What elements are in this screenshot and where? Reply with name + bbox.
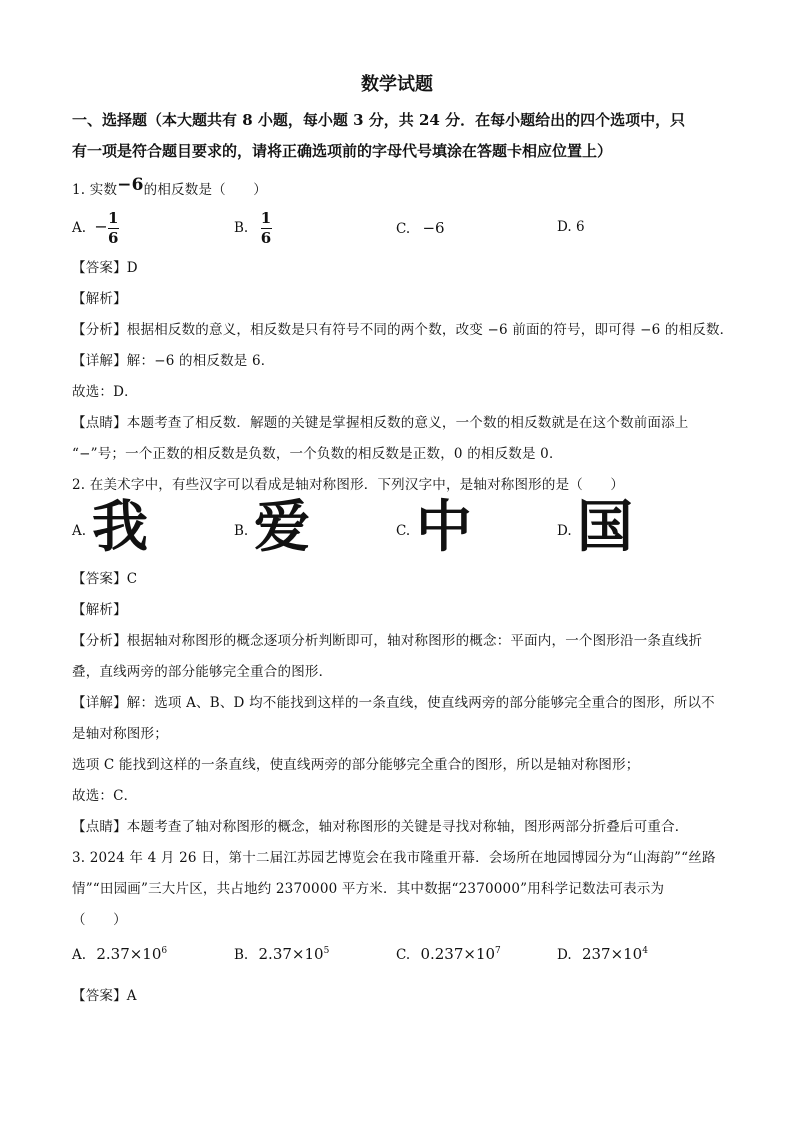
q1-option-d-value: 6: [575, 219, 585, 235]
q3-option-d: [557, 945, 648, 963]
q3-stem-line2: 情”“田园画”三大片区，共占地约 2370000 平方米．其中数据“2370000”用科学记数法可表示为: [72, 881, 665, 897]
q2-xiangjie-line3: 选项 C 能找到这样的一条直线，使直线两旁的部分能够完全重合的图形，所以是轴对称图形；: [72, 757, 640, 773]
q3-stem-line3: （ ）: [72, 912, 127, 928]
q2-option-b-character: 爱: [254, 495, 310, 560]
q1-option-d: [557, 219, 585, 235]
q1-fenxi: 【分析】根据相反数的意义，相反数是只有符号不同的两个数，改变 −6 前面的符号，即可得 −6 的相反数．: [72, 322, 734, 338]
q3-stem-line1: 3. 2024 年 4 月 26 日，第十二届江苏园艺博览会在我市隆重开幕．会场所在地园博园分为“山海韵”“丝路: [72, 850, 716, 866]
q1-option-d-label: D.: [557, 219, 572, 235]
q2-xiangjie-line1: 【详解】解：选项 A、B、D 均不能找到这样的一条直线，使直线两旁的部分能够完全重合的图形，所以不: [72, 695, 715, 711]
q2-option-c-label: C.: [396, 523, 411, 539]
q2-stem: 2. 在美术字中，有些汉字可以看成是轴对称图形．下列汉字中，是轴对称图形的是（ ）: [72, 477, 625, 493]
q1-option-a-label: A.: [72, 220, 87, 236]
page-title: 数学试题: [361, 74, 433, 95]
q3-option-c-exponent: 7: [495, 946, 501, 956]
q2-option-b-label: B.: [234, 523, 249, 539]
q3-answer: 【答案】A: [72, 988, 137, 1004]
q1-stem-prefix: 1. 实数: [72, 182, 118, 198]
q2-option-a-label: A.: [72, 523, 87, 539]
q1-conclusion: 故选：D．: [72, 384, 138, 400]
q3-option-b-exponent: 5: [323, 946, 330, 956]
q3-option-c-label: C.: [396, 947, 411, 963]
q3-option-a-base: 2.37×10: [96, 945, 162, 963]
q3-option-a: [72, 945, 167, 963]
q1-analysis-tag: 【解析】: [72, 291, 127, 307]
q1-option-a-denominator: 6: [108, 229, 119, 247]
q2-fenxi-line2: 叠，直线两旁的部分能够完全重合的图形．: [72, 664, 333, 680]
q3-option-b-base: 2.37×10: [258, 945, 324, 963]
q1-option-b-denominator: 6: [260, 229, 272, 247]
q2-option-d-character: 国: [577, 495, 633, 560]
q2-option-a-character: 我: [92, 495, 148, 560]
q1-option-a-sign: −: [94, 217, 108, 236]
q1-option-b: [234, 210, 272, 247]
q3-option-a-exponent: 6: [161, 946, 168, 956]
q1-option-b-fraction: [261, 210, 272, 247]
q1-dianjing-line2: “−”号；一个正数的相反数是负数，一个负数的相反数是正数，0 的相反数是 0．: [72, 446, 563, 462]
q2-answer: 【答案】C: [72, 571, 138, 587]
q3-option-d-exponent: 4: [642, 946, 648, 956]
q1-option-a-numerator: 1: [108, 209, 119, 227]
q1-stem-number: −6: [117, 175, 144, 195]
q1-answer: 【答案】D: [72, 260, 138, 276]
q2-option-d-label: D.: [557, 523, 572, 539]
q1-option-b-numerator: 1: [260, 209, 272, 227]
q2-conclusion: 故选：C．: [72, 788, 138, 804]
q3-option-c: [396, 945, 501, 963]
q1-option-a-fraction: [108, 210, 119, 247]
section-heading-line2: 有一项是符合题目要求的，请将正确选项前的字母代号填涂在答题卡相应位置上）: [72, 142, 613, 160]
q1-stem-suffix: 的相反数是（ ）: [143, 182, 267, 198]
q1-option-b-label: B.: [234, 220, 249, 236]
q3-option-b-label: B.: [234, 947, 249, 963]
q1-stem: [72, 175, 267, 199]
q3-option-d-base: 237×10: [581, 945, 643, 963]
q2-fenxi-line1: 【分析】根据轴对称图形的概念逐项分析判断即可，轴对称图形的概念：平面内，一个图形沿一条直线折: [72, 633, 703, 649]
q3-option-c-base: 0.237×10: [420, 945, 496, 963]
q1-xiangjie: 【详解】解：−6 的相反数是 6．: [72, 353, 275, 369]
q2-analysis-tag: 【解析】: [72, 602, 127, 618]
q2-dianjing: 【点睛】本题考查了轴对称图形的概念，轴对称图形的关键是寻找对称轴，图形两部分折叠后可重合．: [72, 819, 689, 835]
q1-option-c: [396, 219, 445, 237]
q3-option-b: [234, 945, 329, 963]
q1-option-a: [72, 210, 119, 247]
q1-option-c-value: −6: [422, 219, 445, 237]
section-heading-line1: 一、选择题（本大题共有 8 小题，每小题 3 分，共 24 分．在每小题给出的四个选项中，只: [72, 111, 686, 129]
q3-option-d-label: D.: [557, 947, 572, 963]
q2-xiangjie-line2: 是轴对称图形；: [72, 726, 168, 742]
q1-option-c-label: C.: [396, 221, 411, 237]
q1-dianjing-line1: 【点睛】本题考查了相反数．解题的关键是掌握相反数的意义，一个数的相反数就是在这个数前面添上: [72, 415, 689, 431]
q2-option-c-character: 中: [416, 495, 472, 560]
q3-option-a-label: A.: [72, 947, 87, 963]
